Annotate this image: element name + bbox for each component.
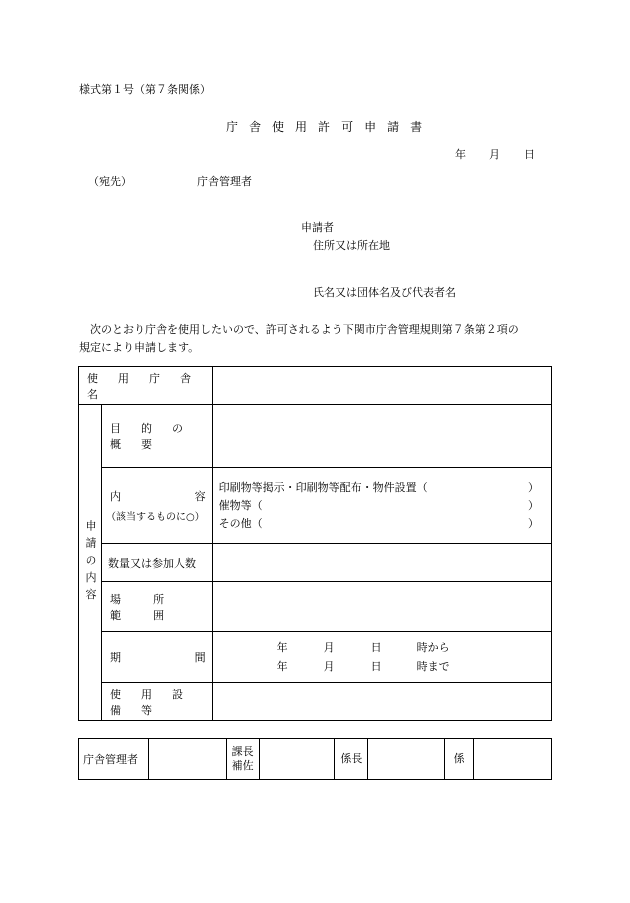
section-label: 申請の内容 (83, 519, 97, 606)
applicant-address-label: 住所又は所在地 (313, 239, 390, 252)
period-field[interactable] (212, 632, 551, 683)
content-label-a: 内 (109, 490, 121, 503)
period-label-b: 間 (194, 651, 206, 664)
date-year-label: 年 (455, 148, 466, 161)
staff-label-cell (445, 739, 474, 780)
manager-label-cell (79, 739, 149, 780)
content-label-b: 容 (194, 490, 206, 503)
purpose-field[interactable] (212, 405, 551, 468)
deputy-label-2: 補佐 (231, 759, 254, 772)
content-option-1[interactable]: 印刷物等掲示・印刷物等配布・物件設置（ ） (218, 480, 539, 494)
content-label-cell (101, 468, 212, 544)
manager-stamp[interactable] (148, 739, 226, 780)
building-label: 使 用 庁 舎 名 (87, 371, 200, 401)
body-text-line-2: 規定により申請します。 (79, 341, 200, 354)
area-label: 場 所 範 囲 (109, 592, 179, 622)
manager-label: 庁舎管理者 (83, 753, 138, 766)
form-title: 庁 舎 使 用 許 可 申 請 書 (226, 120, 426, 134)
equipment-field[interactable] (212, 683, 551, 721)
section-label-cell (79, 405, 102, 721)
period-start-row: 年 月 日 時から (276, 641, 450, 654)
form-number: 様式第１号（第７条関係） (79, 83, 211, 96)
chief-label-cell (335, 739, 368, 780)
purpose-label-cell (101, 405, 212, 468)
content-note: （該当するものに○） (105, 512, 205, 523)
content-options-cell (212, 468, 551, 544)
deputy-label-1: 課長 (231, 745, 254, 758)
addressee-label: （宛先） (88, 175, 132, 188)
period-label-a: 期 (109, 651, 121, 664)
chief-stamp[interactable] (368, 739, 445, 780)
period-label-cell (101, 632, 212, 683)
deputy-stamp[interactable] (259, 739, 335, 780)
body-text-line-1: 次のとおり庁舎を使用したいので、許可されるよう下関市庁舎管理規則第７条第２項の (79, 323, 519, 336)
building-field[interactable] (212, 367, 551, 405)
content-option-2[interactable]: 催物等（ ） (218, 498, 539, 512)
period-end-row: 年 月 日 時まで (276, 660, 450, 673)
staff-stamp[interactable] (474, 739, 552, 780)
count-label: 数量又は参加人数 (107, 556, 196, 570)
deputy-label-cell (226, 739, 259, 780)
addressee-name: 庁舎管理者 (197, 175, 252, 188)
area-field[interactable] (212, 582, 551, 632)
count-label-cell (101, 544, 212, 582)
applicant-name-label: 氏名又は団体名及び代表者名 (313, 286, 456, 299)
equipment-label: 使 用 設 備 等 (109, 687, 192, 717)
count-field[interactable] (212, 544, 551, 582)
purpose-label: 目 的 の 概 要 (109, 422, 192, 451)
content-label (102, 488, 212, 504)
period-label (102, 649, 212, 665)
content-option-3[interactable]: その他（ ） (218, 516, 539, 530)
chief-label: 係長 (340, 752, 363, 765)
date-month-label: 月 (489, 148, 500, 161)
equipment-label-cell (101, 683, 212, 721)
staff-label: 係 (453, 752, 465, 765)
date-day-label: 日 (524, 148, 535, 161)
applicant-heading: 申請者 (301, 221, 334, 234)
building-label-cell (79, 367, 213, 405)
approval-table (78, 738, 552, 780)
area-label-cell (101, 582, 212, 632)
application-table (78, 366, 552, 721)
